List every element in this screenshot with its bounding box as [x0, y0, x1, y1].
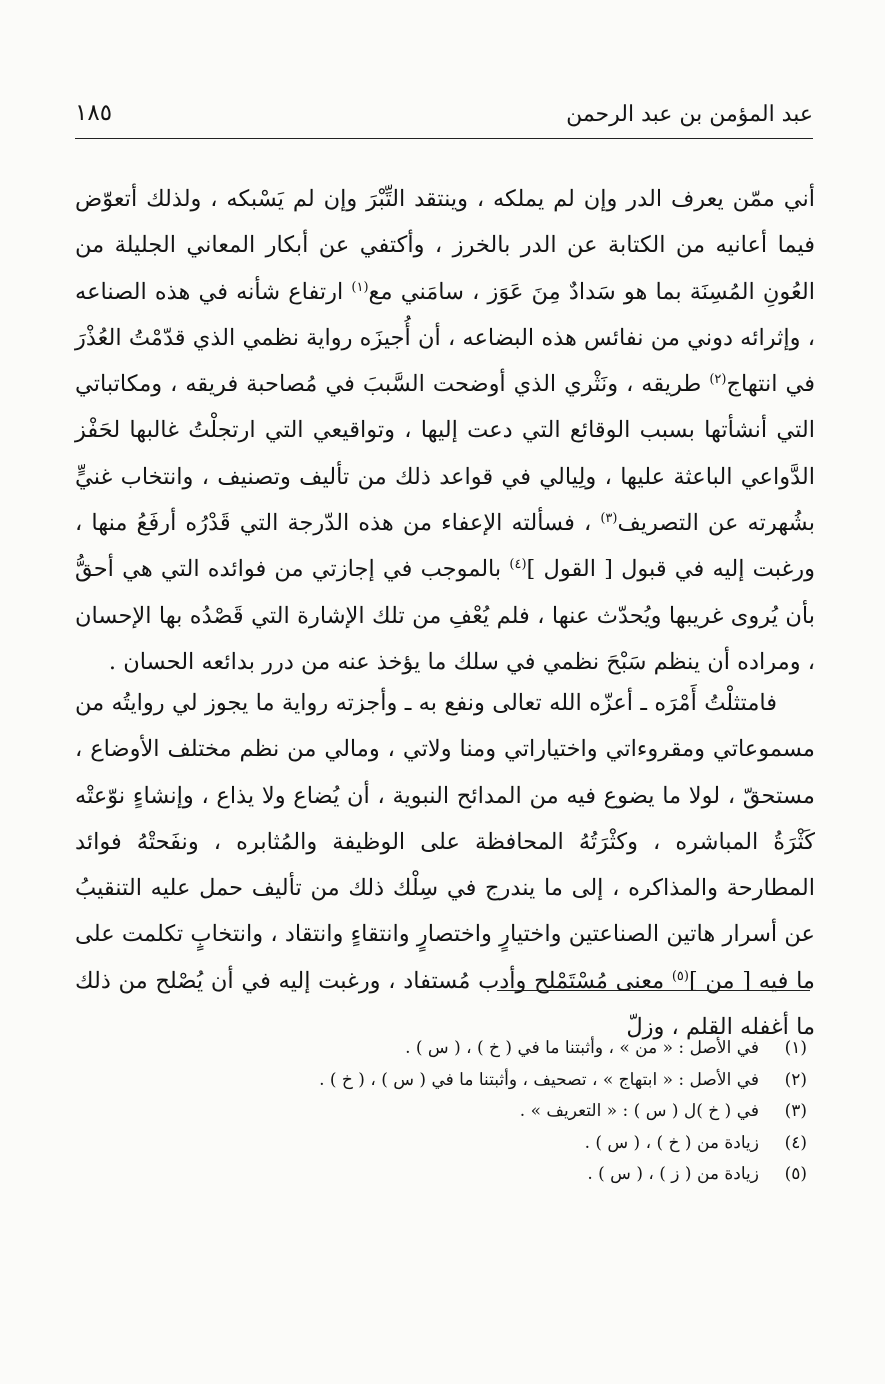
footnotes [150, 1033, 807, 1191]
body-paragraph-2 [75, 680, 815, 1050]
footnote-text: في الأصل : « من » ، وأثبتنا ما في ( خ ) ، ( س ) . [405, 1038, 759, 1058]
text-segment: ، فسألته الإعفاء من هذه الدّرجة التي قَدْرُه أرفَعُ منها ، ورغبت إليه في قبول [ القول ] [75, 510, 816, 583]
text-segment: أني ممّن يعرف الدر وإن لم يملكه ، وينتقد التِّبْرَ وإن لم يَسْبكه ، ولذلك أتعوّض فيما أعانيه من الكتابة عن الدر بالخرز ، وأكتفي عن أبكار المعاني الجليلة من العُونِ المُسِنَة بما هو سَدادٌ مِنَ عَوَز ، سامَني مع [75, 186, 815, 305]
footnote [150, 1033, 807, 1065]
footnote-number: (٤) [784, 1132, 807, 1153]
footnote-text: زيادة من ( ز ) ، ( س ) . [587, 1164, 759, 1184]
text-segment: فامتثلْتُ أَمْرَه ـ أعزّه الله تعالى ونفع به ـ وأجزته رواية ما يجوز لي روايتُه من مسموعاتي ومقروءاتي واختياراتي ومنا ولاتي ، ومالي من نظم مختلف الأوضاع ، مستحقّ ، لولا ما يضوع فيه من المدائح النبوية ، أن يُضاع ولا يذاع ، وإنشاءٍ نوّعتْه كَثْرَةُ المباشره ، وكثْرَتُهُ المحافظة على الوظيفة والمُثابره ، ونفَحتْهُ فوائد المطارحة والمذاكره ، إلى ما يندرج في سِلْك ذلك من تأليف حمل عليه التنقيبُ عن أسرار هاتين الصناعتين واختيارٍ واختصارٍ وانتقاءٍ وانتقاد ، وانتخابٍ تكلمت على ما فيه [ من ] [75, 690, 815, 994]
footnote-ref-2: (٢) [709, 372, 727, 388]
footnote-separator [497, 990, 810, 991]
footnote [150, 1065, 807, 1097]
footnote-number: (٣) [784, 1101, 807, 1121]
footnote-text: في ( خ )ل ( س ) : « التعريف » . [519, 1101, 759, 1121]
footnote-ref-5: (٥) [671, 968, 689, 984]
footnote-text: زيادة من ( خ ) ، ( س ) . [584, 1132, 759, 1153]
footnote-ref-1: (١) [351, 279, 369, 295]
footnote [150, 1128, 807, 1160]
footnote-number: (٥) [784, 1164, 807, 1184]
footnote [150, 1096, 807, 1128]
running-title: عبد المؤمن بن عبد الرحمن [566, 102, 813, 127]
page-header [75, 94, 813, 139]
body-paragraph-1 [75, 176, 815, 685]
footnote-number: (١) [784, 1038, 807, 1058]
text-segment: بالموجب في إجازتي من فوائده التي هي أحقُّ بأن يُروى غريبها ويُحدّث عنها ، فلم يُعْفِ من تلك الإشارة التي قَصْدُه بها الإحسان ، ومراده أن ينظم سَبْحَ نظمي في سلك ما يؤخذ عنه من درر بدائعه الحسان . [75, 556, 815, 675]
footnote-ref-4: (٤) [509, 557, 527, 573]
footnote-text: في الأصل : « ابتهاج » ، تصحيف ، وأثبتنا ما في ( س ) ، ( خ ) . [319, 1069, 759, 1090]
footnote-number: (٢) [784, 1069, 807, 1090]
page-number: ١٨٥ [75, 100, 113, 126]
text-segment: طريقه ، ونَثْري الذي أوضحت السَّببَ في مُصاحبة فريقه ، ومكاتباتي التي أنشأتها بسبب الوقائع التي دعت إليها ، وتواقيعي التي ارتجلْتُ غالبها لحَفْز الدَّواعي الباعثة عليها ، ولِيالي في قواعد ذلك من تأليف وتصنيف ، وانتخاب غنيٍّ بشُهرته عن التصريف [75, 371, 815, 537]
text-segment: معنى مُسْتَمْلح وأدب مُستفاد ، ورغبت إليه في أن يُصْلح من ذلك ما أغفله القلم ، وزلّ [75, 967, 815, 1041]
text-segment: ارتفاع شأنه في هذه الصناعه ، وإثرائه دوني من نفائس هذه البضاعه ، أن أُجيزَه رواية نظمي الذي قدّمْتُ العُذْرَ في انتهاج [75, 278, 815, 398]
footnote-ref-3: (٣) [600, 511, 618, 527]
footnote [150, 1159, 807, 1191]
